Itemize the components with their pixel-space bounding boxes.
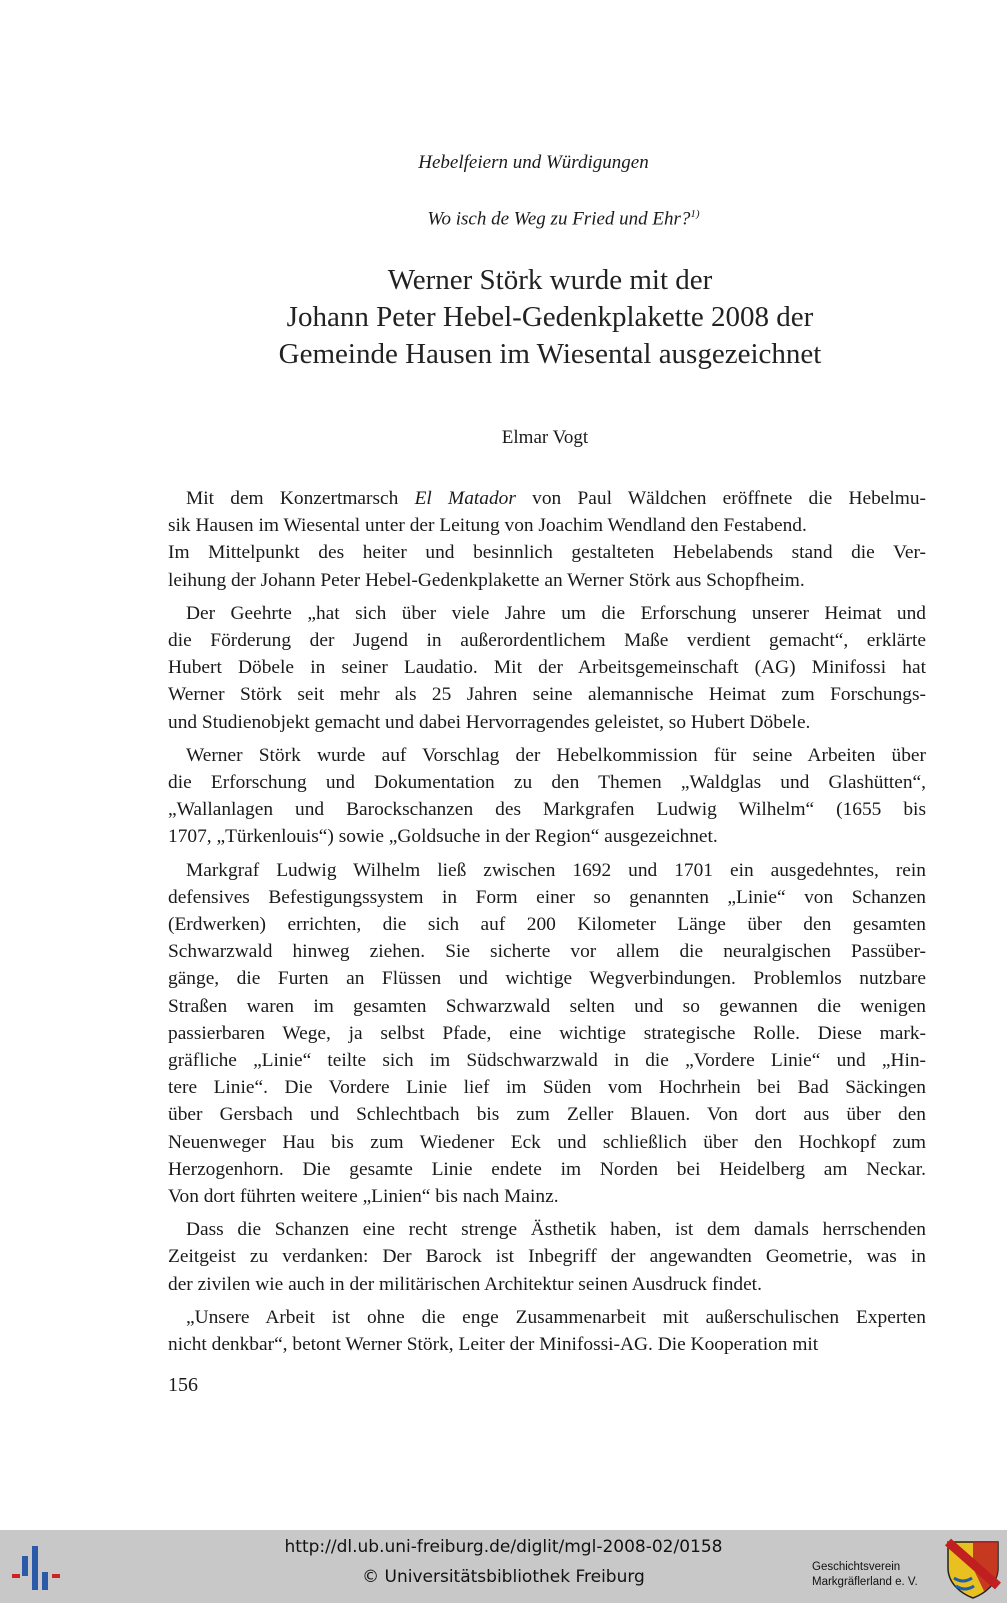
coat-of-arms-logo <box>944 1538 1002 1600</box>
society-name <box>812 1560 918 1590</box>
society-name-line2: Markgräflerland e. V. <box>812 1576 918 1588</box>
text-line: leihung der Johann Peter Hebel-Gedenkplakette an Werner Störk aus Schopfheim. <box>168 569 805 591</box>
title-line: Werner Störk wurde mit der <box>387 264 713 296</box>
motto <box>60 208 1007 230</box>
footer-bar <box>0 1530 1007 1603</box>
text-line: nicht denkbar“, betont Werner Störk, Leiter der Minifossi-AG. Die Kooperation mit <box>168 1334 819 1356</box>
footnote-marker: 1) <box>690 208 700 220</box>
title-line: Johann Peter Hebel-Gedenkplakette 2008 der <box>286 301 814 333</box>
text-line: und Studienobjekt gemacht und dabei Hervorragendes geleistet, so Hubert Döbele. <box>168 711 811 733</box>
text-line: Hubert Döbele in seiner Laudatio. Mit der Arbeitsgemeinschaft (AG) Minifossi hat <box>168 657 926 679</box>
text-line: Zeitgeist zu verdanken: Der Barock ist Inbegriff der angewandten Geometrie, was in <box>168 1246 926 1268</box>
article-body <box>168 485 926 1358</box>
text-line: Von dort führten weitere „Linien“ bis nach Mainz. <box>168 1186 559 1208</box>
text-line <box>168 485 926 512</box>
page-number: 156 <box>168 1374 198 1396</box>
text-line: tere Linie“. Die Vordere Linie lief im Süden vom Hochrhein bei Bad Säckingen <box>168 1077 926 1099</box>
document-url[interactable]: http://dl.ub.uni-freiburg.de/diglit/mgl-2008-02/0158 <box>284 1537 723 1557</box>
society-name-line1: Geschichtsverein <box>812 1561 901 1573</box>
motto-text: Wo isch de Weg zu Fried und Ehr? <box>427 208 691 230</box>
text-line: Werner Störk wurde auf Vorschlag der Hebelkommission für seine Arbeiten über <box>186 744 926 766</box>
text-line: passierbaren Wege, ja selbst Pfade, eine wichtige strategische Rolle. Diese mark- <box>168 1022 926 1044</box>
text-line: defensives Befestigungssystem in Form einer so genannten „Linie“ von Schanzen <box>168 886 926 908</box>
text-line: Der Geehrte „hat sich über viele Jahre um die Erforschung unserer Heimat und <box>186 602 926 624</box>
text-line: 1707, „Türkenlouis“) sowie „Goldsuche in der Region“ ausgezeichnet. <box>168 826 718 848</box>
text-line: gänge, die Furten an Flüssen und wichtige Wegverbindungen. Problemlos nutzbare <box>168 968 926 990</box>
text-segment: von Paul Wäldchen eröffnete die Hebelmu- <box>515 488 927 509</box>
text-segment: Mit dem Konzertmarsch <box>186 488 415 509</box>
text-line: „Wallanlagen und Barockschanzen des Markgrafen Ludwig Wilhelm“ (1655 bis <box>168 799 926 821</box>
text-line: gräfliche „Linie“ teilte sich im Südschwarzwald in die „Vordere Linie“ und „Hin- <box>168 1050 926 1072</box>
text-line: Herzogenhorn. Die gesamte Linie endete im Norden bei Heidelberg am Neckar. <box>168 1158 926 1180</box>
work-title: El Matador <box>414 488 516 509</box>
text-line: (Erdwerken) errichten, die sich auf 200 Kilometer Länge über den gesamten <box>168 914 926 936</box>
text-line: Straßen waren im gesamten Schwarzwald selten und so gewannen die wenigen <box>168 995 926 1017</box>
text-line: Neuenweger Hau bis zum Wiedener Eck und schließlich über den Hochkopf zum <box>168 1131 926 1153</box>
text-line: Werner Störk seit mehr als 25 Jahren seine alemannische Heimat zum Forschungs- <box>168 684 926 706</box>
section-title: Hebelfeiern und Würdigungen <box>418 152 649 173</box>
text-line: die Erforschung und Dokumentation zu den Themen „Waldglas und Glashütten“, <box>168 772 926 794</box>
text-line: die Förderung der Jugend in außerordentlichem Maße verdient gemacht“, erklärte <box>168 630 926 652</box>
text-line: Schwarzwald hinweg ziehen. Sie sicherte vor allem die neuralgischen Passüber- <box>168 941 926 963</box>
author-name: Elmar Vogt <box>501 427 589 448</box>
text-line: „Unsere Arbeit ist ohne die enge Zusammenarbeit mit außerschulischen Experten <box>186 1306 926 1328</box>
text-line: Markgraf Ludwig Wilhelm ließ zwischen 1692 und 1701 ein ausgedehntes, rein <box>186 859 926 881</box>
text-line: Dass die Schanzen eine recht strenge Ästhetik haben, ist dem damals herrschenden <box>186 1219 926 1241</box>
title-line: Gemeinde Hausen im Wiesental ausgezeichnet <box>278 338 822 370</box>
text-line: über Gersbach und Schlechtbach bis zum Zeller Blauen. Von dort aus über den <box>168 1104 926 1126</box>
text-line: sik Hausen im Wiesental unter der Leitung von Joachim Wendland den Festabend. <box>168 515 807 537</box>
text-line: der zivilen wie auch in der militärischen Architektur seinen Ausdruck findet. <box>168 1273 762 1295</box>
text-line: Im Mittelpunkt des heiter und besinnlich gestalteten Hebelabends stand die Ver- <box>168 542 926 564</box>
copyright-notice: © Universitätsbibliothek Freiburg <box>362 1567 645 1587</box>
article-title <box>200 262 900 373</box>
